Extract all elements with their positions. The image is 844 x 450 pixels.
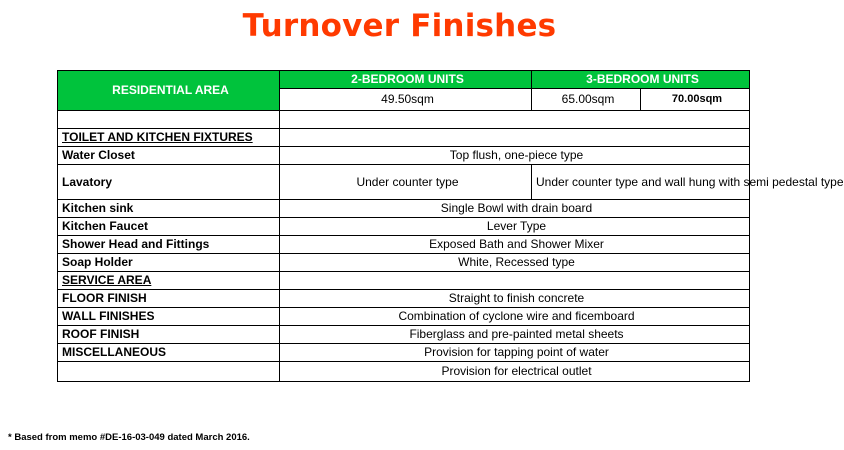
finishes-table <box>57 70 844 382</box>
table-row <box>58 308 750 326</box>
spacer-cell <box>58 111 280 129</box>
page-title: Turnover Finishes <box>242 8 557 44</box>
table-row <box>58 362 750 382</box>
table-row <box>58 200 750 218</box>
row-label: FLOOR FINISH <box>58 290 280 308</box>
row-label: Shower Head and Fittings <box>58 236 280 254</box>
section-toilet-kitchen: TOILET AND KITCHEN FIXTURES <box>58 129 280 147</box>
size-2br: 49.50sqm <box>280 89 532 111</box>
row-label: MISCELLANEOUS <box>58 344 280 362</box>
row-value: Provision for tapping point of water <box>280 344 750 362</box>
table-row <box>58 254 750 272</box>
row-label: Water Closet <box>58 147 280 165</box>
three-bedroom-header: 3-BEDROOM UNITS <box>532 71 750 89</box>
two-bedroom-header: 2-BEDROOM UNITS <box>280 71 532 89</box>
row-value: Exposed Bath and Shower Mixer <box>280 236 750 254</box>
table-row <box>58 344 750 362</box>
row-value: Top flush, one-piece type <box>280 147 750 165</box>
size-3br-a: 65.00sqm <box>532 89 641 111</box>
row-label: Lavatory <box>58 165 280 200</box>
header-row-units <box>58 71 750 89</box>
row-label: Kitchen Faucet <box>58 218 280 236</box>
row-value: Single Bowl with drain board <box>280 200 750 218</box>
spacer-row <box>58 111 750 129</box>
spacer-cell <box>280 111 750 129</box>
section-row <box>58 272 750 290</box>
table-row <box>58 147 750 165</box>
row-label: Soap Holder <box>58 254 280 272</box>
size-3br-b: 70.00sqm <box>641 89 750 111</box>
footnote: * Based from memo #DE-16-03-049 dated March 2016. <box>8 432 250 443</box>
row-value-2br: Under counter type <box>280 165 532 200</box>
table-row <box>58 326 750 344</box>
row-label: Kitchen sink <box>58 200 280 218</box>
table-row <box>58 218 750 236</box>
row-value: White, Recessed type <box>280 254 750 272</box>
residential-area-header: RESIDENTIAL AREA <box>58 71 280 111</box>
table-row <box>58 165 750 200</box>
empty-cell <box>280 272 750 290</box>
row-value: Straight to finish concrete <box>280 290 750 308</box>
row-value-3br: Under counter type and wall hung with semi pedestal type <box>532 165 750 200</box>
row-label <box>58 362 280 382</box>
table-row <box>58 236 750 254</box>
row-value: Combination of cyclone wire and ficemboard <box>280 308 750 326</box>
section-row <box>58 129 750 147</box>
row-label: ROOF FINISH <box>58 326 280 344</box>
row-label: WALL FINISHES <box>58 308 280 326</box>
table-row <box>58 290 750 308</box>
row-value: Fiberglass and pre-painted metal sheets <box>280 326 750 344</box>
section-service-area: SERVICE AREA <box>58 272 280 290</box>
empty-cell <box>280 129 750 147</box>
row-value: Lever Type <box>280 218 750 236</box>
row-value: Provision for electrical outlet <box>280 362 750 382</box>
